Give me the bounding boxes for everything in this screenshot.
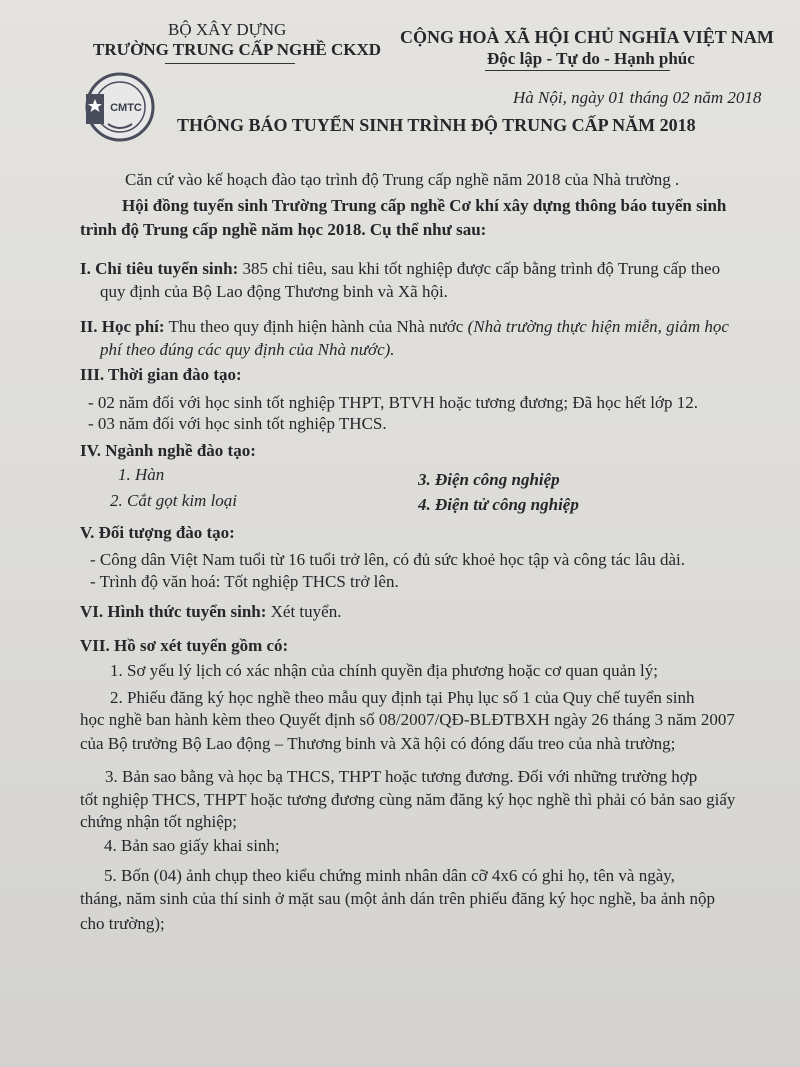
trade-item-2: 2. Cắt gọt kim loại (110, 491, 238, 510)
section-2-italic-1: (Nhà trường thực hiện miễn, giảm học (467, 317, 729, 336)
dossier-item-2-line-2: học nghề ban hành kèm theo Quyết định số 08/2007/QĐ-BLĐTBXH ngày 26 tháng 3 năm 2007 (80, 710, 735, 729)
dossier-item-2-line-3: của Bộ trưởng Bộ Lao động – Thương binh và Xã hội có đóng dấu treo của nhà trường; (80, 734, 676, 753)
trade-item-1: 1. Hàn (118, 465, 165, 484)
section-6-line (80, 602, 341, 622)
trade-item-3: 3. Điện công nghiệp (418, 470, 560, 489)
dossier-item-3-line-2: tốt nghiệp THCS, THPT hoặc tương đương cùng năm đăng ký học nghề thì phải có bản sao giấy (80, 790, 736, 809)
dossier-item-5-line-1: 5. Bốn (04) ảnh chụp theo kiểu chứng minh nhân dân cỡ 4x6 có ghi họ, tên và ngày, (104, 866, 675, 885)
section-5-item-1: - Công dân Việt Nam tuổi từ 16 tuổi trở lên, có đủ sức khoẻ học tập và công tác lâu dài. (90, 550, 685, 569)
section-1-text-1: 385 chỉ tiêu, sau khi tốt nghiệp được cấp bằng trình độ Trung cấp theo (238, 259, 721, 278)
ministry-name: BỘ XÂY DỰNG (168, 20, 287, 39)
section-1-text-2: quy định của Bộ Lao động Thương binh và Xã hội. (100, 282, 448, 301)
dossier-item-4: 4. Bản sao giấy khai sinh; (104, 836, 280, 855)
announcement-line-2: trình độ Trung cấp nghề năm học 2018. Cụ thể như sau: (80, 220, 487, 239)
section-2-heading: II. Học phí: (80, 317, 165, 336)
school-name: TRƯỜNG TRUNG CẤP NGHỀ CKXD (93, 40, 382, 59)
section-4-heading: IV. Ngành nghề đào tạo: (80, 441, 256, 460)
section-2-italic-2: phí theo đúng các quy định của Nhà nước). (100, 340, 395, 359)
section-3-heading: III. Thời gian đào tạo: (80, 365, 242, 384)
section-2-line-1 (80, 317, 729, 337)
dossier-item-2-line-1: 2. Phiếu đăng ký học nghề theo mẫu quy định tại Phụ lục số 1 của Quy chế tuyển sinh (110, 688, 695, 707)
intro-text: Căn cứ vào kế hoạch đào tạo trình độ Trung cấp nghề năm 2018 của Nhà trường . (125, 170, 680, 189)
section-3-item-1: - 02 năm đối với học sinh tốt nghiệp THPT, BTVH hoặc tương đương; Đã học hết lớp 12. (88, 393, 698, 412)
dossier-item-5-line-3: cho trường); (80, 914, 165, 933)
dossier-item-3-line-1: 3. Bản sao bằng và học bạ THCS, THPT hoặc tương đương. Đối với những trường hợp (105, 767, 698, 786)
trade-item-4: 4. Điện tử công nghiệp (418, 495, 579, 514)
logo-text: CMTC (110, 102, 142, 114)
section-1-heading: I. Chỉ tiêu tuyển sinh: (80, 259, 239, 278)
announcement-line-1: Hội đồng tuyển sinh Trường Trung cấp nghề Cơ khí xây dựng thông báo tuyển sinh (122, 196, 727, 215)
section-1-line-1 (80, 259, 720, 279)
section-2-text-1: Thu theo quy định hiện hành của Nhà nước (164, 317, 468, 336)
section-7-heading: VII. Hồ sơ xét tuyển gồm có: (80, 636, 289, 655)
school-logo (80, 72, 160, 142)
school-underline (165, 63, 295, 64)
motto-underline (485, 70, 670, 71)
country-name: CỘNG HOÀ XÃ HỘI CHỦ NGHĨA VIỆT NAM (400, 27, 774, 47)
section-5-item-2: - Trình độ văn hoá: Tốt nghiệp THCS trở lên. (90, 572, 399, 591)
section-5-heading: V. Đối tượng đào tạo: (80, 523, 235, 542)
document-date: Hà Nội, ngày 01 tháng 02 năm 2018 (513, 88, 762, 107)
motto: Độc lập - Tự do - Hạnh phúc (487, 49, 695, 68)
section-3-item-2: - 03 năm đối với học sinh tốt nghiệp THCS. (88, 414, 387, 433)
dossier-item-5-line-2: tháng, năm sinh của thí sinh ở mặt sau (một ảnh dán trên phiếu đăng ký học nghề, ba ảnh nộp (80, 889, 716, 908)
section-6-text: Xét tuyển. (266, 602, 342, 621)
dossier-item-1: 1. Sơ yếu lý lịch có xác nhận của chính quyền địa phương hoặc cơ quan quản lý; (110, 661, 658, 680)
section-6-heading: VI. Hình thức tuyển sinh: (80, 602, 267, 621)
dossier-item-3-line-3: chứng nhận tốt nghiệp; (80, 812, 237, 831)
document-title: THÔNG BÁO TUYỂN SINH TRÌNH ĐỘ TRUNG CẤP NĂM 2018 (177, 115, 696, 135)
